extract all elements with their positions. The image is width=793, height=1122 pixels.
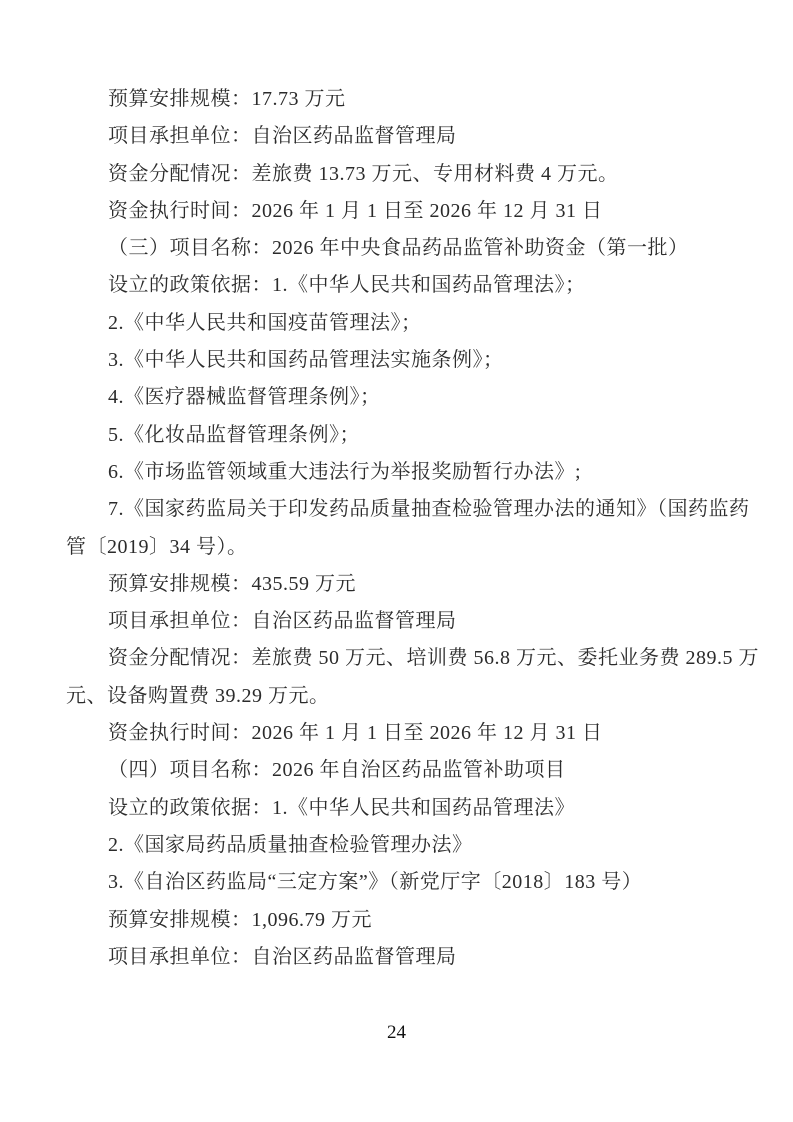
text-line: 项目承担单位：自治区药品监督管理局 bbox=[108, 945, 457, 968]
text-line: 3.《自治区药监局“三定方案”》（新党厅字〔2018〕183 号） bbox=[108, 871, 643, 894]
text-line: 设立的政策依据：1.《中华人民共和国药品管理法》； bbox=[108, 274, 586, 297]
text-line: 项目承担单位：自治区药品监督管理局 bbox=[108, 125, 457, 148]
text-line: 资金分配情况：差旅费 13.73 万元、专用材料费 4 万元。 bbox=[108, 162, 619, 185]
text-line: 资金执行时间：2026 年 1 月 1 日至 2026 年 12 月 31 日 bbox=[108, 199, 603, 222]
text-line: 预算安排规模：1,096.79 万元 bbox=[108, 908, 372, 931]
page-number: 24 bbox=[387, 1022, 406, 1043]
text-line: 预算安排规模：435.59 万元 bbox=[108, 572, 356, 595]
text-line: （四）项目名称：2026 年自治区药品监管补助项目 bbox=[108, 759, 566, 782]
text-line: 资金分配情况：差旅费 50 万元、培训费 56.8 万元、委托业务费 289.5 万 bbox=[108, 647, 759, 670]
text-line: 项目承担单位：自治区药品监督管理局 bbox=[108, 610, 457, 633]
text-line: 设立的政策依据：1.《中华人民共和国药品管理法》 bbox=[108, 796, 575, 819]
text-line: 资金执行时间：2026 年 1 月 1 日至 2026 年 12 月 31 日 bbox=[108, 722, 603, 745]
text-line: 7.《国家药监局关于印发药品质量抽查检验管理办法的通知》（国药监药 bbox=[108, 498, 750, 521]
text-line: 5.《化妆品监督管理条例》； bbox=[108, 423, 360, 446]
text-line: 6.《市场监管领域重大违法行为举报奖励暂行办法》; bbox=[108, 460, 582, 483]
text-line: 管〔2019〕34 号）。 bbox=[66, 535, 248, 558]
text-line: 预算安排规模：17.73 万元 bbox=[108, 88, 346, 110]
text-line: 元、设备购置费 39.29 万元。 bbox=[66, 684, 330, 707]
text-line: 4.《医疗器械监督管理条例》； bbox=[108, 386, 381, 409]
document-body bbox=[66, 81, 759, 976]
text-line: 3.《中华人民共和国药品管理法实施条例》； bbox=[108, 349, 504, 372]
text-line: 2.《中华人民共和国疫苗管理法》； bbox=[108, 311, 422, 334]
text-line: （三）项目名称：2026 年中央食品药品监管补助资金（第一批） bbox=[108, 237, 689, 260]
text-line: 2.《国家局药品质量抽查检验管理办法》 bbox=[108, 833, 473, 856]
